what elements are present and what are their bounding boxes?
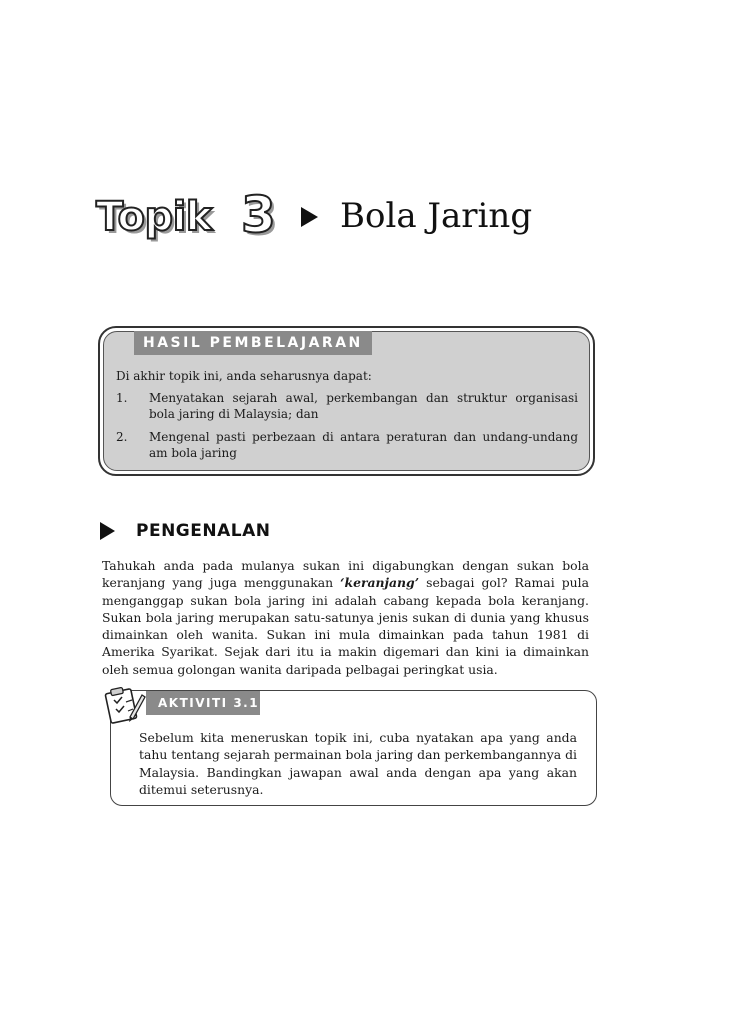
topic-number: 3 <box>241 186 276 244</box>
learning-outcomes-intro: Di akhir topik ini, anda seharusnya dapat: <box>116 369 372 383</box>
clipboard-pencil-icon <box>100 683 146 725</box>
play-arrow-icon <box>100 522 115 540</box>
introduction-paragraph <box>102 557 589 678</box>
section-title: PENGENALAN <box>136 521 271 541</box>
section-heading <box>100 518 270 544</box>
list-item-text: Menyatakan sejarah awal, perkembangan dan struktur organisasi bola jaring di Malaysia; dan <box>149 391 578 421</box>
list-item <box>116 429 578 461</box>
activity-box <box>110 690 597 806</box>
learning-outcomes-list <box>116 390 578 468</box>
paragraph-text: Tahukah anda pada mulanya sukan ini digabungkan dengan sukan bola keranjang yang juga menggunakan <box>102 558 589 591</box>
paragraph-text: sebagai gol? Ramai pula menganggap sukan bola jaring ini adalah cabang kepada bola keranjang. Sukan bola jaring merupakan satu-satunya jenis sukan di dunia yang khusus dimainkan oleh wanita. Sukan ini mula dimainkan pada tahun 1981 di Amerika Syarikat. Sejak dari itu ia makin digemari dan kini ia dimainkan oleh semua golongan wanita daripada pelbagai peringkat usia. <box>102 575 589 677</box>
activity-label: AKTIVITI 3.1 <box>146 691 260 715</box>
list-item-number: 1. <box>116 391 128 405</box>
topic-title: Bola Jaring <box>340 196 533 236</box>
emphasis-text: ‘keranjang’ <box>340 575 420 591</box>
topic-word: Topik <box>96 194 212 240</box>
learning-outcomes-panel <box>103 331 590 471</box>
play-arrow-icon <box>301 207 318 227</box>
learning-outcomes-heading: HASIL PEMBELAJARAN <box>134 331 372 355</box>
list-item-number: 2. <box>116 430 128 444</box>
learning-outcomes-box <box>98 326 595 476</box>
activity-text: Sebelum kita meneruskan topik ini, cuba nyatakan apa yang anda tahu tentang sejarah permainan bola jaring dan perkembangannya di Malaysia. Bandingkan jawapan awal anda dengan apa yang akan ditemui seterusnya. <box>139 730 577 797</box>
topic-header <box>96 186 616 260</box>
list-item-text: Mengenal pasti perbezaan di antara peraturan dan undang-undang am bola jaring <box>149 430 578 460</box>
list-item <box>116 390 578 422</box>
